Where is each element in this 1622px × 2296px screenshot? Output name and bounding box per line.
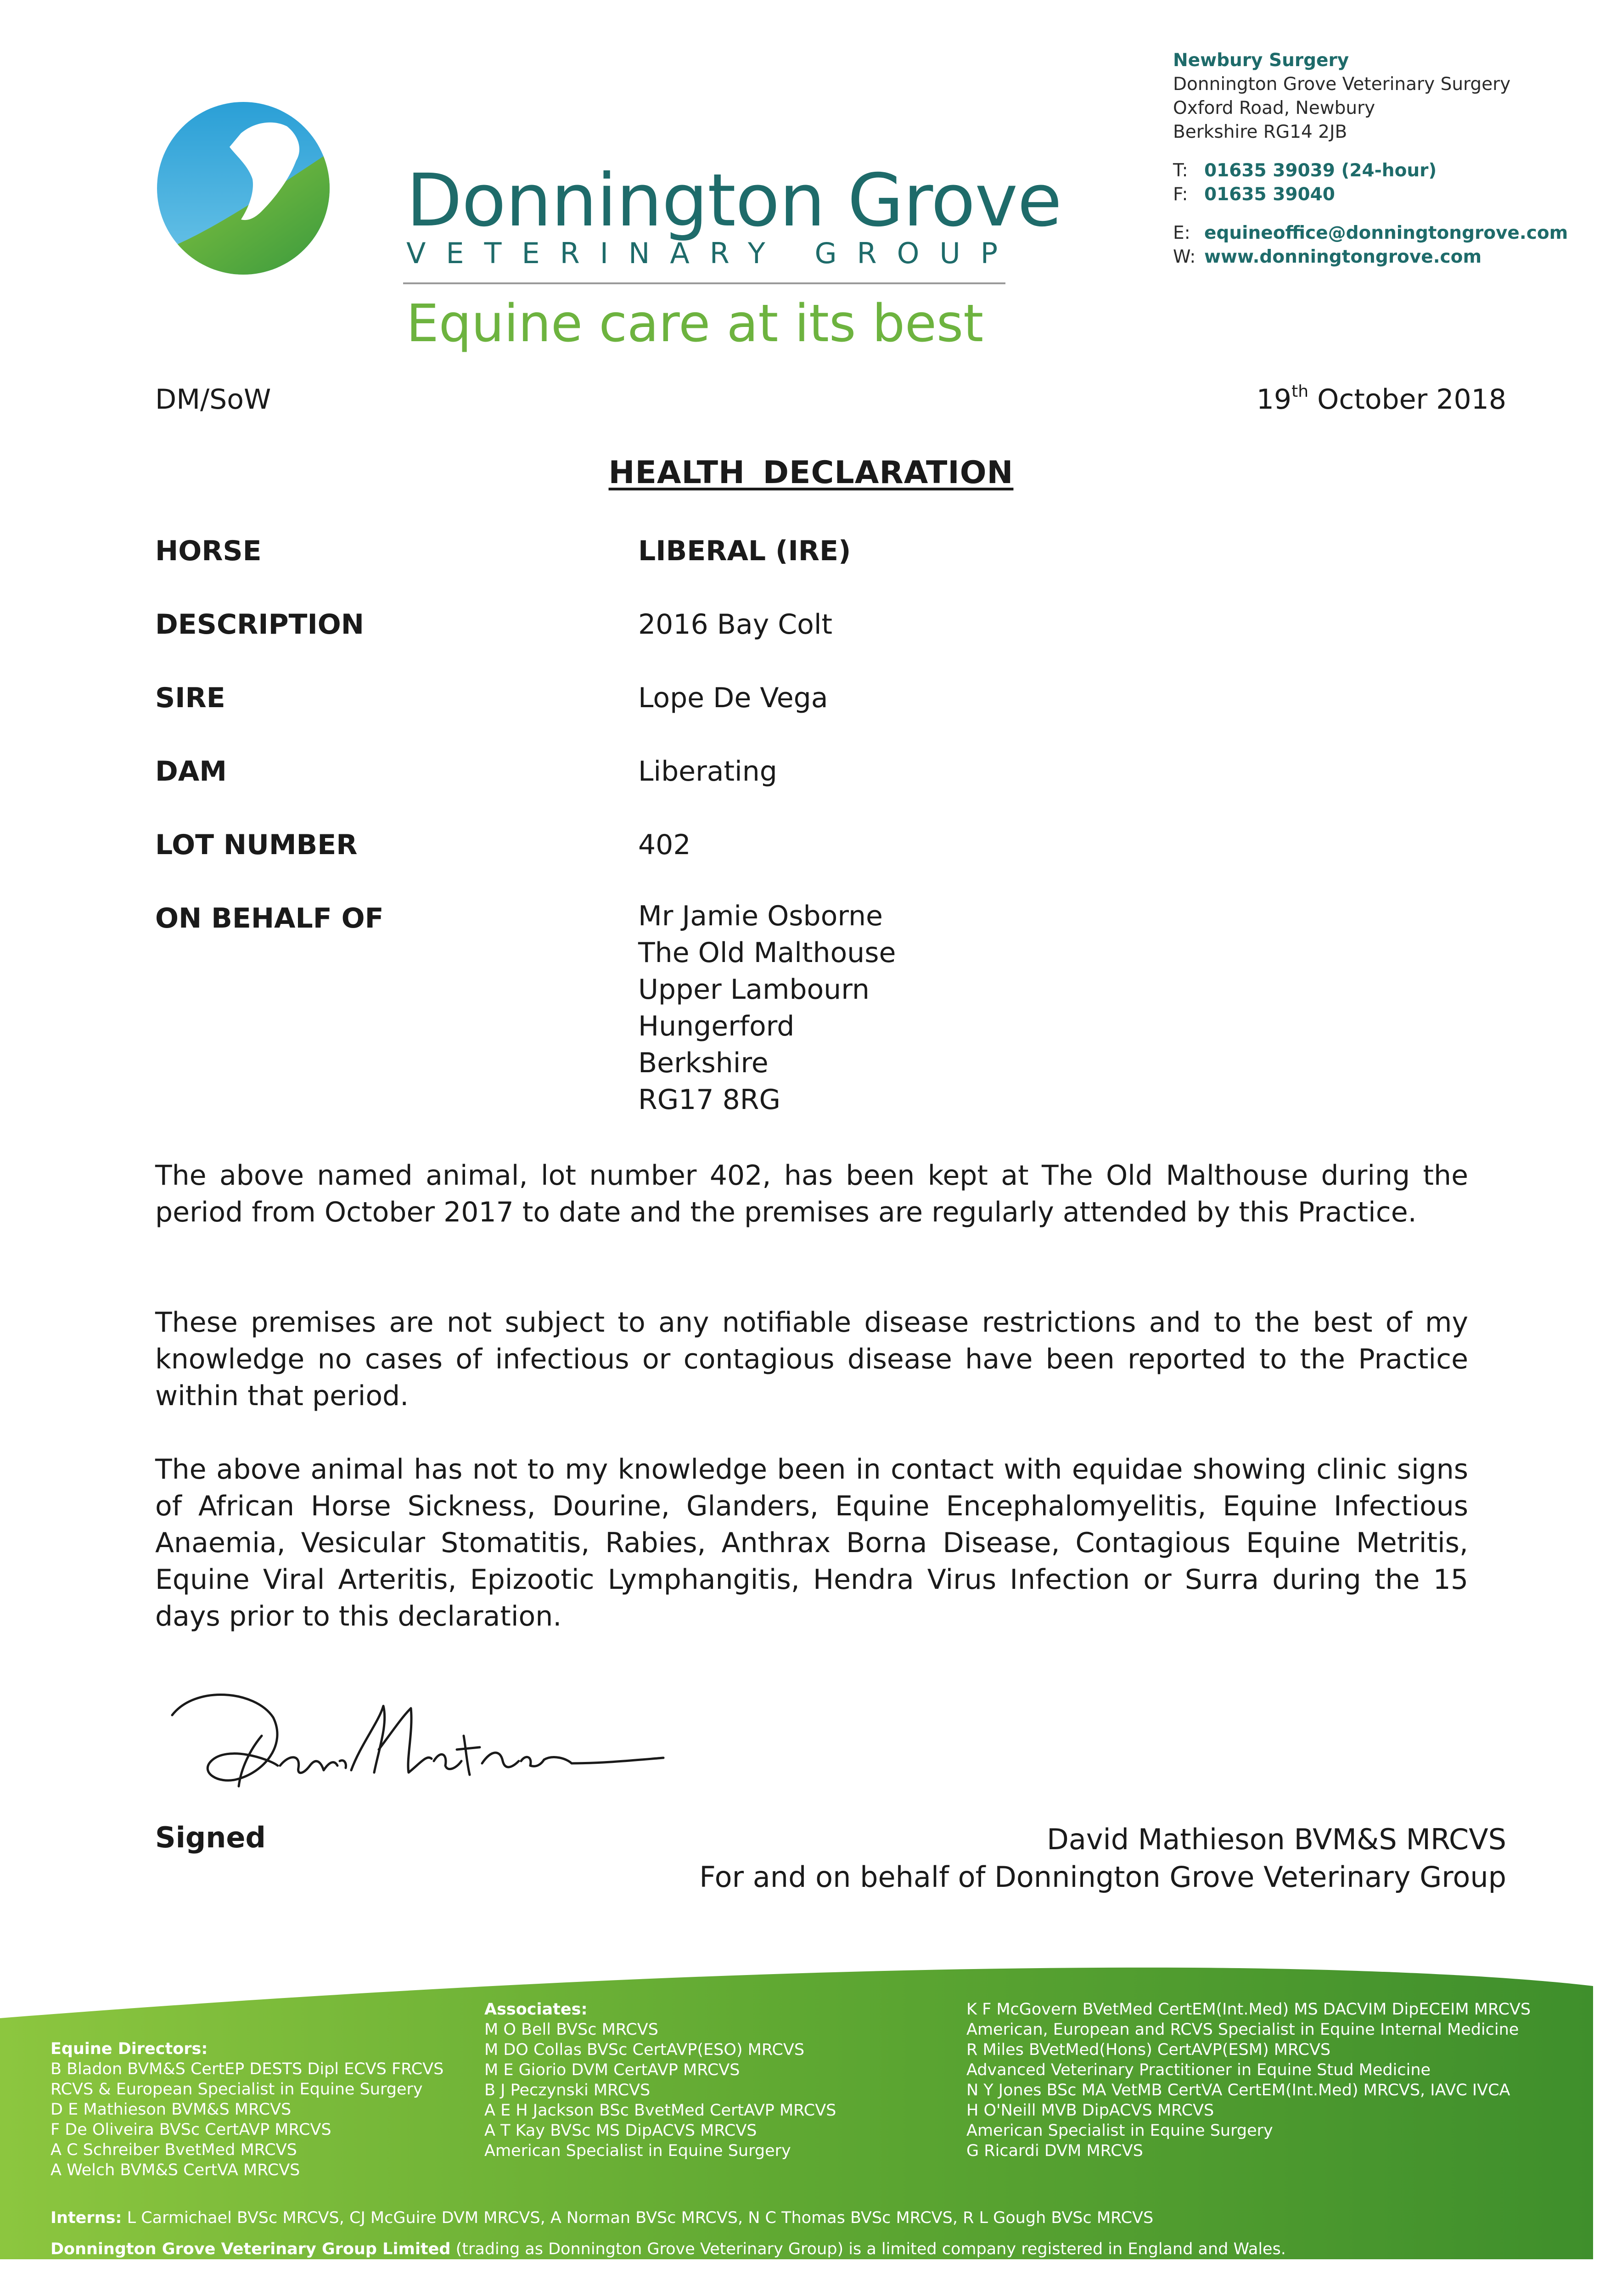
- signer-block: [699, 1821, 1506, 1896]
- sire-label: SIRE: [155, 682, 225, 714]
- document-title: [0, 455, 1622, 491]
- associates-list-continued: [966, 1999, 1531, 2161]
- associates-list: [484, 1999, 836, 2161]
- reference: DM/SoW: [155, 383, 271, 416]
- paragraph-contact: The above animal has not to my knowledge been in contact with equidae showing clinic signs of African Horse Sickness, Dourine, Glanders, Equine Encephalomyelitis, Equine Infectious Anaemia, Vesicular Stomatitis, Rabies, Anthrax Borna Disease, Contagious Equine Metritis, Equine Viral Arteritis, Epizootic Lymphangitis, Hendra Virus Infection or Surra during the 15 days prior to this declaration.: [155, 1453, 1468, 1632]
- lot-number-label: LOT NUMBER: [155, 829, 358, 861]
- title-text: HEALTH DECLARATION: [608, 455, 1014, 491]
- directors-heading: Equine Directors:: [51, 2040, 208, 2058]
- address-line: Hungerford: [638, 1010, 795, 1042]
- address-line: Donnington Grove Veterinary Surgery: [1173, 74, 1511, 95]
- associate-line: B J Peczynski MRCVS: [484, 2081, 651, 2099]
- org-subtitle: VETERINARY GROUP: [406, 236, 1018, 270]
- associate-line: American Specialist in Equine Surgery: [484, 2142, 791, 2160]
- associate-line: A E H Jackson BSc BvetMed CertAVP MRCVS: [484, 2101, 836, 2120]
- associates-heading: Associates:: [484, 2000, 588, 2019]
- logo-icon: [156, 101, 331, 276]
- associate-line: N Y Jones BSc MA VetMB CertVA CertEM(Int.Med) MRCVS, IAVC IVCA: [966, 2081, 1510, 2099]
- contact-block: [1173, 49, 1568, 269]
- company-note: (trading as Donnington Grove Veterinary Group) is a limited company registered in England and Wales.: [455, 2240, 1286, 2258]
- handwritten-signature: [163, 1681, 668, 1795]
- paragraph-restrictions: These premises are not subject to any notifiable disease restrictions and to the best of my knowledge no cases of infectious or contagious disease have been reported to the Practice within that period.: [155, 1306, 1468, 1412]
- associate-line: M E Giorio DVM CertAVP MRCVS: [484, 2061, 740, 2079]
- email-label: E:: [1173, 223, 1190, 243]
- date-suffix: th: [1291, 382, 1309, 401]
- phone-number: 01635 39039 (24-hour): [1204, 160, 1437, 181]
- fax-number: 01635 39040: [1204, 184, 1335, 205]
- company-name: Donnington Grove Veterinary Group Limited: [51, 2240, 451, 2258]
- org-name: Donnington Grove: [406, 158, 1062, 243]
- paragraph-premises: The above named animal, lot number 402, has been kept at The Old Malthouse during the period from October 2017 to date and the premises are regularly attended by this Practice.: [155, 1159, 1468, 1228]
- associate-line: G Ricardi DVM MRCVS: [966, 2142, 1143, 2160]
- web-label: W:: [1173, 247, 1196, 267]
- associate-line: H O'Neill MVB DipACVS MRCVS: [966, 2101, 1214, 2120]
- director-line: D E Mathieson BVM&S MRCVS: [51, 2100, 292, 2119]
- signed-label: Signed: [155, 1821, 266, 1854]
- lot-number-value: 402: [638, 829, 691, 861]
- signer-behalf: For and on behalf of Donnington Grove Veterinary Group: [699, 1860, 1506, 1894]
- header-divider: [403, 282, 1005, 284]
- interns-line: [51, 2208, 1153, 2228]
- address-line: Berkshire: [638, 1047, 769, 1079]
- director-line: F De Oliveira BVSc CertAVP MRCVS: [51, 2121, 331, 2139]
- letter-date: [1257, 383, 1506, 416]
- address-line: Upper Lambourn: [638, 974, 870, 1006]
- dam-label: DAM: [155, 755, 227, 788]
- associate-line: A T Kay BVSc MS DipACVS MRCVS: [484, 2122, 757, 2140]
- interns-names: L Carmichael BVSc MRCVS, CJ McGuire DVM MRCVS, A Norman BVSc MRCVS, N C Thomas BVSc MRCVS, R L Gough BVSc MRCVS: [127, 2209, 1154, 2227]
- associate-line: American, European and RCVS Specialist in Equine Internal Medicine: [966, 2020, 1519, 2039]
- website-link[interactable]: www.donningtongrove.com: [1204, 247, 1482, 267]
- description-label: DESCRIPTION: [155, 608, 365, 641]
- director-line: B Bladon BVM&S CertEP DESTS Dipl ECVS FRCVS: [51, 2060, 444, 2078]
- associate-line: American Specialist in Equine Surgery: [966, 2122, 1273, 2140]
- sire-value: Lope De Vega: [638, 682, 828, 714]
- address-line: The Old Malthouse: [638, 937, 896, 969]
- owner-address: [638, 898, 896, 1118]
- director-line: A C Schreiber BvetMed MRCVS: [51, 2141, 297, 2159]
- address-line: Berkshire RG14 2JB: [1173, 122, 1347, 142]
- interns-label: Interns:: [51, 2209, 122, 2227]
- associate-line: M O Bell BVSc MRCVS: [484, 2020, 658, 2039]
- horse-value: LIBERAL (IRE): [638, 535, 851, 567]
- associate-line: K F McGovern BVetMed CertEM(Int.Med) MS DACVIM DipECEIM MRCVS: [966, 2000, 1531, 2019]
- address-line: RG17 8RG: [638, 1084, 780, 1116]
- phone-label: T:: [1173, 160, 1188, 181]
- associate-line: Advanced Veterinary Practitioner in Equine Stud Medicine: [966, 2061, 1431, 2079]
- signer-name: David Mathieson BVM&S MRCVS: [1047, 1823, 1506, 1856]
- on-behalf-label: ON BEHALF OF: [155, 902, 384, 934]
- company-line: [51, 2239, 1286, 2259]
- surgery-name: Newbury Surgery: [1173, 50, 1349, 71]
- address-line: Mr Jamie Osborne: [638, 900, 883, 932]
- dam-value: Liberating: [638, 755, 777, 788]
- description-value: 2016 Bay Colt: [638, 608, 833, 641]
- tagline: Equine care at its best: [406, 294, 984, 354]
- directors-list: [51, 2039, 443, 2180]
- associate-line: M DO Collas BVSc CertAVP(ESO) MRCVS: [484, 2041, 805, 2059]
- horse-label: HORSE: [155, 535, 262, 567]
- associate-line: R Miles BVetMed(Hons) CertAVP(ESM) MRCVS: [966, 2041, 1331, 2059]
- address-line: Oxford Road, Newbury: [1173, 98, 1375, 118]
- date-day: 19: [1256, 383, 1292, 416]
- fax-label: F:: [1173, 184, 1188, 205]
- date-rest: October 2018: [1317, 383, 1506, 416]
- email-link[interactable]: equineoffice@donningtongrove.com: [1204, 223, 1568, 243]
- director-line: A Welch BVM&S CertVA MRCVS: [51, 2161, 300, 2179]
- director-line: RCVS & European Specialist in Equine Surgery: [51, 2080, 423, 2099]
